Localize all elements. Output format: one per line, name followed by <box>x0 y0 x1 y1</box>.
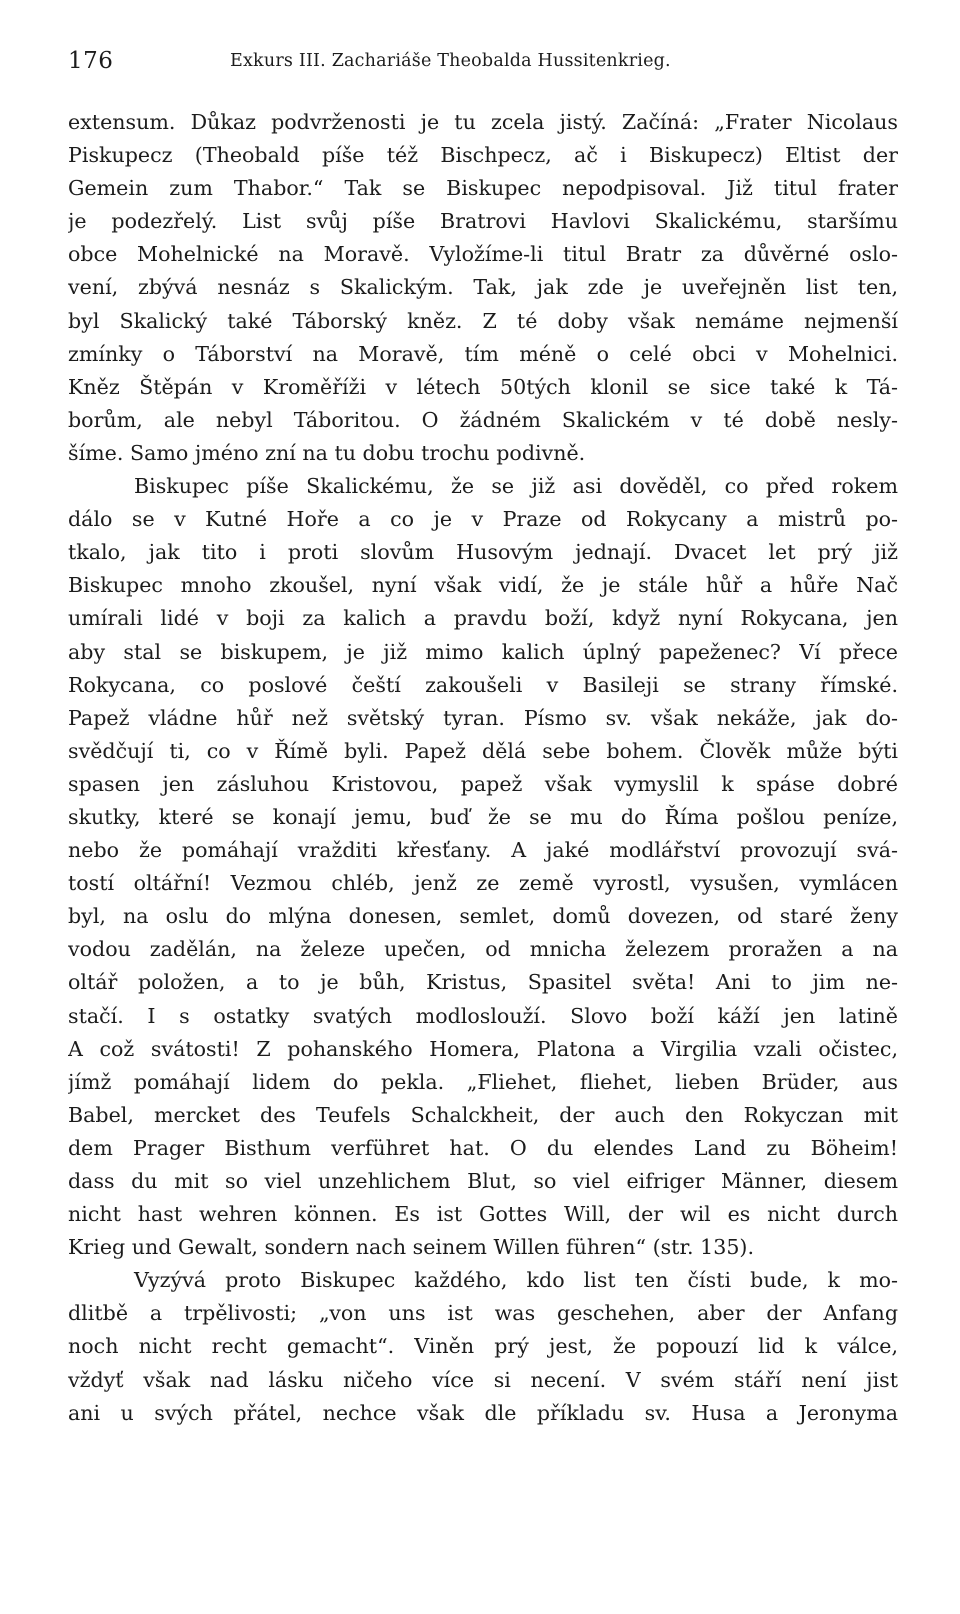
text-line: spasen jen zásluhou Kristovou, papež však vymyslil k spáse dobré <box>68 771 898 796</box>
text-line: tkalo, jak tito i proti slovům Husovým jednají. Dvacet let prý již <box>68 540 898 565</box>
text-line: oltář položen, a to je bůh, Kristus, Spasitel světa! Ani to jim ne- <box>68 970 898 995</box>
text-line: vení, zbývá nesnáz s Skalickým. Tak, jak zde je uveřejněn list ten, <box>68 275 898 300</box>
text-line: svědčují ti, co v Římě byli. Papež dělá sebe bohem. Člověk může býti <box>68 738 898 763</box>
text-line: nebo že pomáhají vražditi křesťany. A jaké modlářství provozují svá- <box>68 838 898 863</box>
text-line: A což svátosti! Z pohanského Homera, Platona a Virgilia vzali očistec, <box>68 1036 898 1061</box>
text-line: Gemein zum Thabor.“ Tak se Biskupec nepodpisoval. Již titul frater <box>68 176 898 201</box>
text-line: aby stal se biskupem, je již mimo kalich úplný papeženec? Ví přece <box>68 639 898 664</box>
text-line: noch nicht recht gemacht“. Viněn prý jest, že popouzí lid k válce, <box>68 1334 898 1359</box>
text-line: ani u svých přátel, nechce však dle příkladu sv. Husa a Jeronyma <box>68 1400 898 1425</box>
text-line: Krieg und Gewalt, sondern nach seinem Willen führen“ (str. 135). <box>68 1235 755 1260</box>
text-line: obce Mohelnické na Moravě. Vyložíme-li titul Bratr za důvěrné oslo- <box>68 242 898 267</box>
text-line: Vyzývá proto Biskupec každého, kdo list ten čísti bude, k mo- <box>134 1268 898 1293</box>
text-line: nicht hast wehren können. Es ist Gottes Will, der wil es nicht durch <box>68 1202 898 1227</box>
text-line: dass du mit so viel unzehlichem Blut, so viel eifriger Männer, diesem <box>68 1169 898 1193</box>
body-text <box>68 106 898 1430</box>
text-line: je podezřelý. List svůj píše Bratrovi Havlovi Skalickému, staršímu <box>68 209 898 234</box>
text-line: borům, ale nebyl Táboritou. O žádném Skalickém v té době nesly- <box>68 407 898 432</box>
text-line: dlitbě a trpělivosti; „von uns ist was geschehen, aber der Anfang <box>68 1301 898 1326</box>
text-line: Biskupec píše Skalickému, že se již asi dověděl, co před rokem <box>134 474 898 499</box>
text-line: Biskupec mnoho zkoušel, nyní však vidí, že je stále hůř a hůře Nač <box>68 573 898 598</box>
text-line: tostí oltářní! Vezmou chléb, jenž ze země vyrostl, vysušen, vymlácen <box>68 871 898 896</box>
running-title: Exkurs III. Zachariáše Theobalda Hussitenkrieg. <box>230 51 671 71</box>
page-number: 176 <box>68 48 114 74</box>
text-line: byl, na oslu do mlýna donesen, semlet, domů dovezen, od staré ženy <box>68 904 898 929</box>
text-line: šíme. Samo jméno zní na tu dobu trochu podivně. <box>68 440 586 465</box>
text-line: Babel, mercket des Teufels Schalckheit, der auch den Rokyczan mit <box>68 1102 898 1127</box>
text-line: stačí. I s ostatky svatých modloslouží. Slovo boží káží jen latině <box>68 1003 898 1028</box>
text-line: umírali lidé v boji za kalich a pravdu boží, když nyní Rokycana, jen <box>68 606 898 631</box>
text-line: extensum. Důkaz podvrženosti je tu zcela jistý. Začíná: „Frater Nicolaus <box>68 110 898 134</box>
text-line: vodou zadělán, na železe upečen, od mnicha železem proražen a na <box>68 937 898 962</box>
text-line: Papež vládne hůř než světský tyran. Písmo sv. však nekáže, jak do- <box>68 705 898 730</box>
text-line: dálo se v Kutné Hoře a co je v Praze od Rokycany a mistrů po- <box>68 507 898 532</box>
text-line: dem Prager Bisthum verführet hat. O du elendes Land zu Böheim! <box>68 1135 898 1160</box>
text-line: zmínky o Táborství na Moravě, tím méně o celé obci v Mohelnici. <box>68 341 898 366</box>
running-head <box>68 48 898 78</box>
text-line: skutky, které se konají jemu, buď že se mu do Říma pošlou peníze, <box>68 804 898 829</box>
text-line: jímž pomáhají lidem do pekla. „Fliehet, fliehet, lieben Brüder, aus <box>68 1069 898 1094</box>
text-line: Piskupecz (Theobald píše též Bischpecz, ač i Biskupecz) Eltist der <box>68 143 898 168</box>
text-line: Kněz Štěpán v Kroměříži v létech 50tých klonil se sice také k Tá- <box>68 374 898 399</box>
text-line: Rokycana, co poslové čeští zakoušeli v Basileji se strany římské. <box>68 672 898 697</box>
text-line: vždyť však nad lásku ničeho více si necení. V svém stáří není jist <box>68 1367 898 1392</box>
text-line: byl Skalický také Táborský kněz. Z té doby však nemáme nejmenší <box>68 308 898 333</box>
